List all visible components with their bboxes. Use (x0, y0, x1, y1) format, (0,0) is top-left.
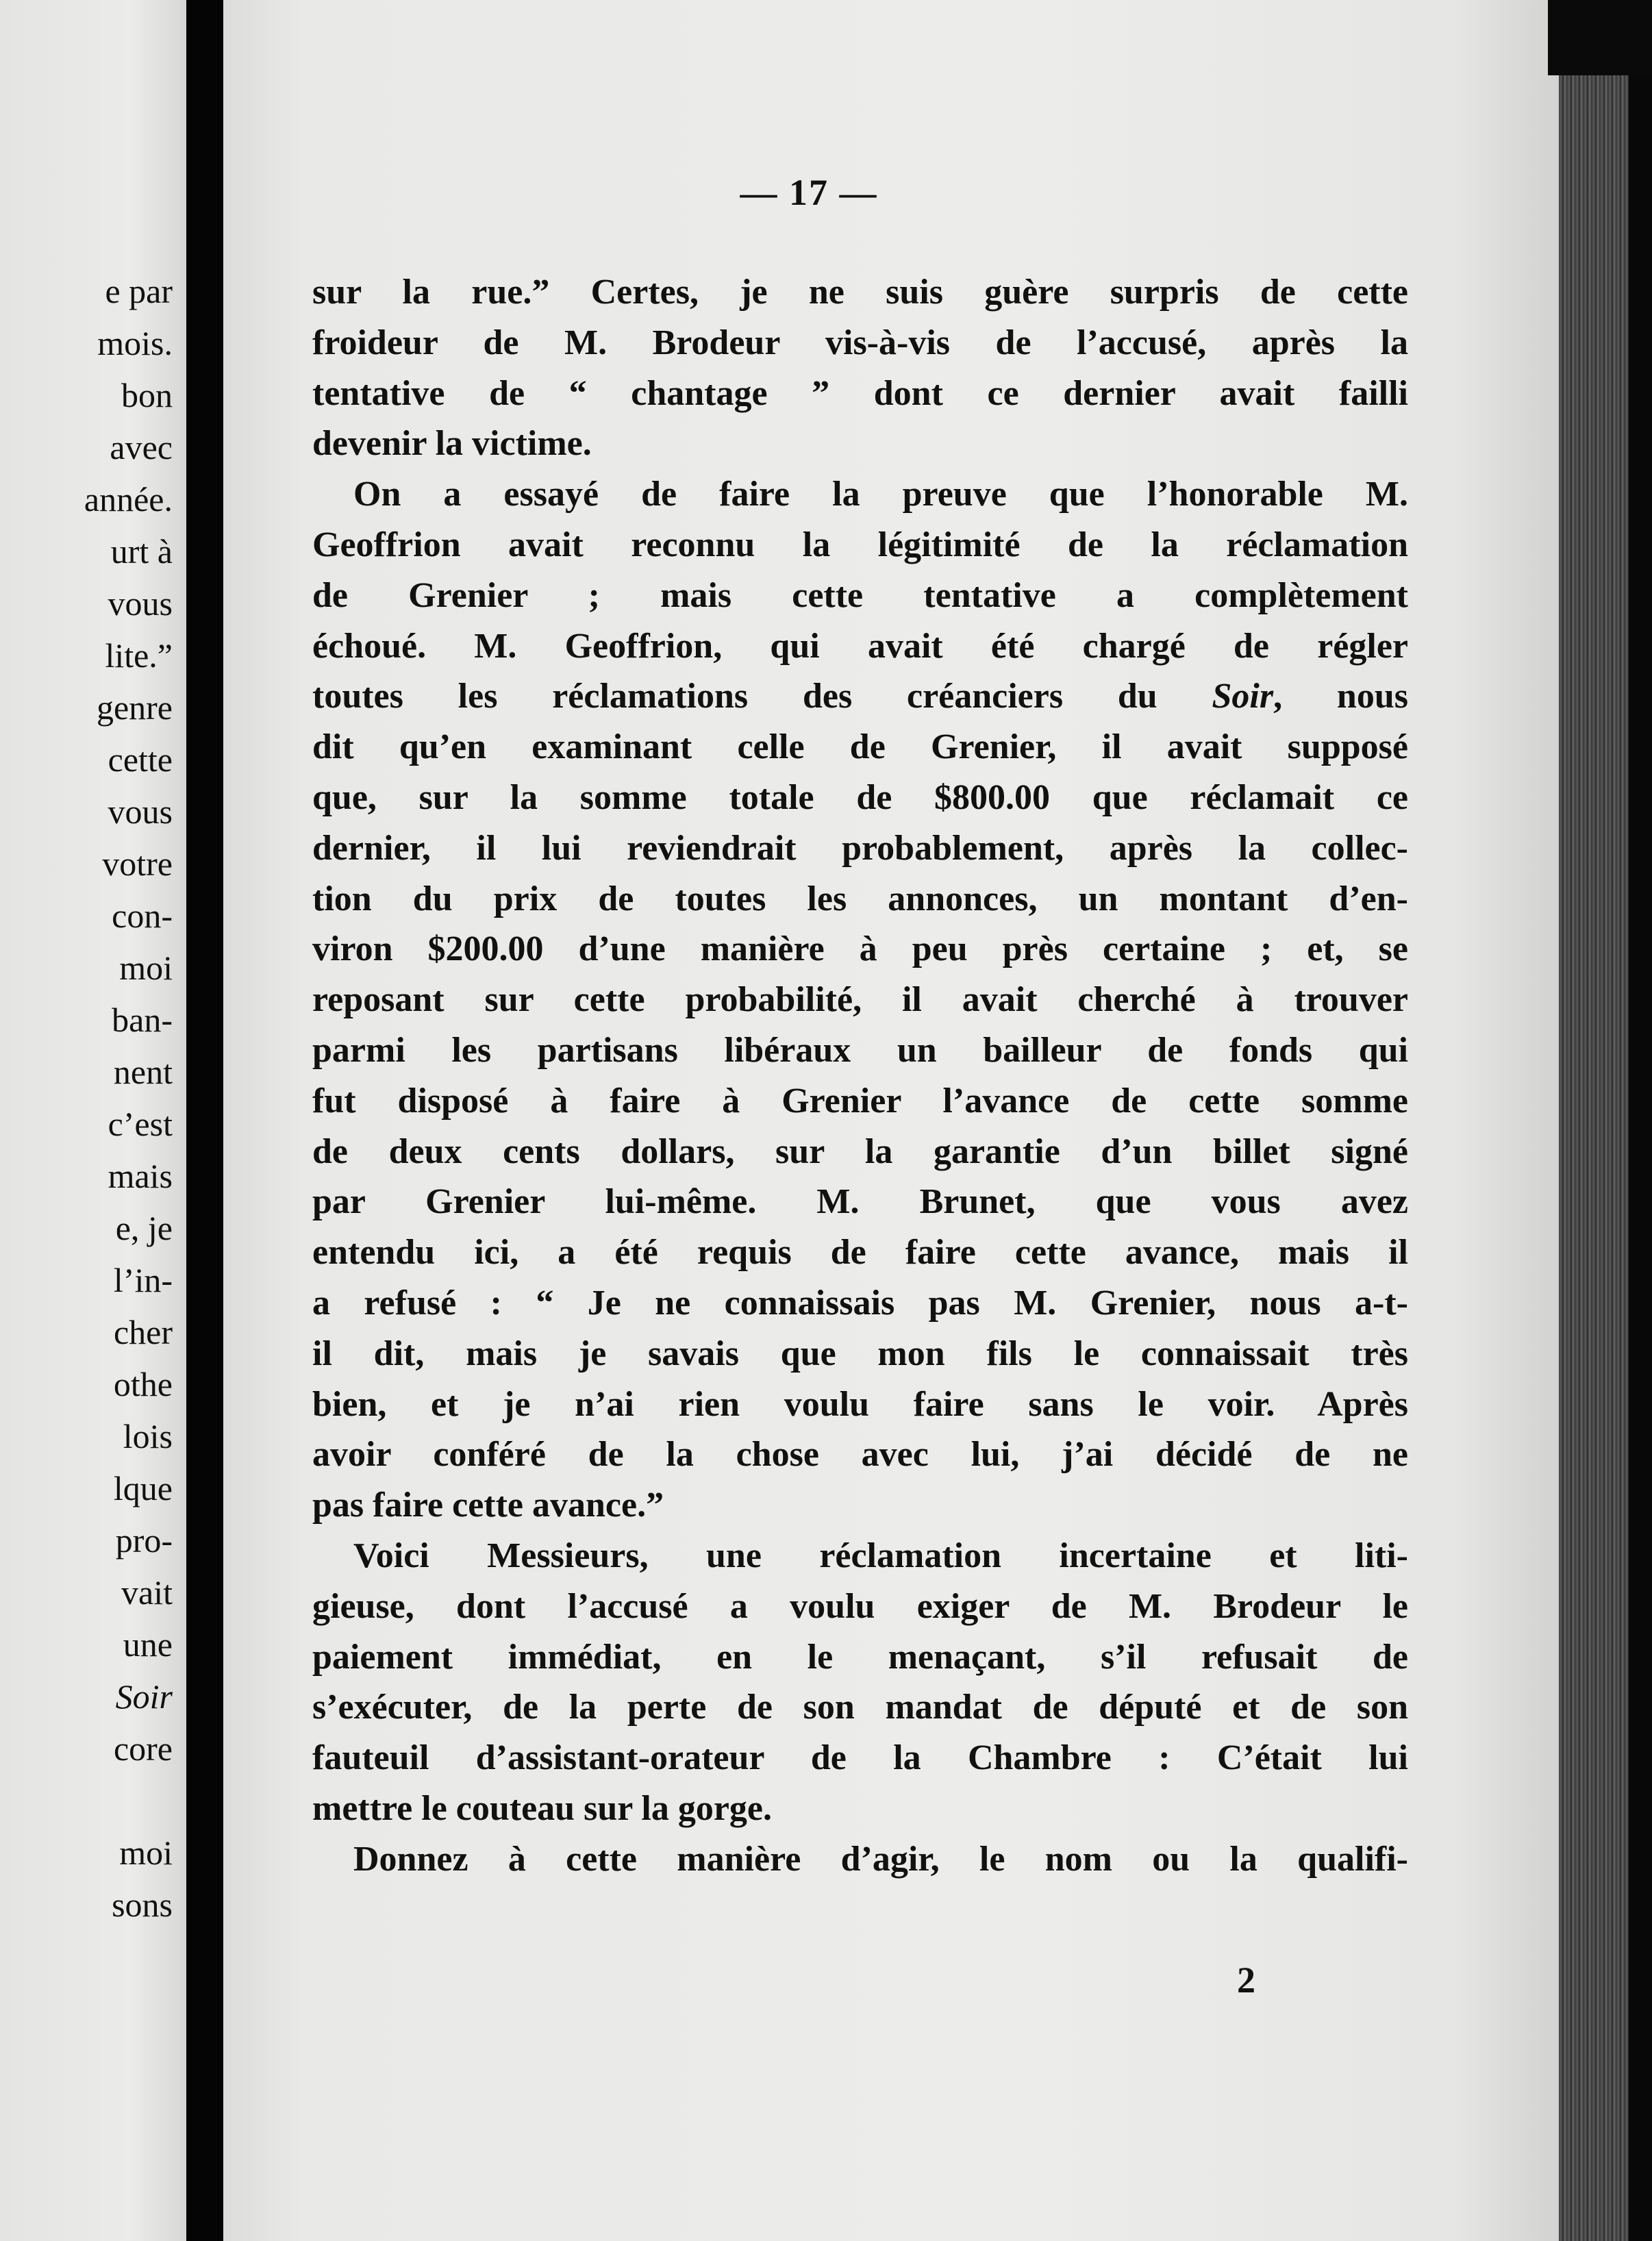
left-page-line: moi (119, 949, 173, 987)
text-line: gieuse, dont l’accusé a voulu exiger de M. Brodeur le (312, 1586, 1408, 1626)
scan-border (1548, 0, 1652, 75)
text-line: échoué. M. Geoffrion, qui avait été chargé de régler (312, 626, 1408, 666)
text-line: a refusé : “ Je ne connaissais pas M. Grenier, nous a-t- (312, 1283, 1408, 1323)
text-line: fut disposé à faire à Grenier l’avance de cette somme (312, 1081, 1408, 1120)
left-page-line: core (113, 1729, 173, 1768)
text-line: devenir la victime. (312, 424, 592, 464)
text-line: froideur de M. Brodeur vis-à-vis de l’accusé, après la (312, 323, 1408, 362)
left-page-line: con- (112, 897, 173, 935)
text-line: s’exécuter, de la perte de son mandat de député et de son (312, 1688, 1408, 1727)
left-page-line: pro- (115, 1521, 173, 1560)
text-line: Geoffrion avait reconnu la légitimité de la réclamation (312, 525, 1408, 564)
text-line: pas faire cette avance.” (312, 1486, 664, 1525)
left-page-line: othe (113, 1365, 173, 1403)
left-page-line: cher (113, 1313, 173, 1351)
text-line: On a essayé de faire la preuve que l’honorable M. (353, 475, 1408, 514)
text-line: viron $200.00 d’une manière à peu près certaine ; et, se (312, 929, 1408, 969)
text-line: par Grenier lui-même. M. Brunet, que vous avez (312, 1182, 1408, 1222)
italic-word: Soir (1212, 677, 1274, 716)
left-page-line: c’est (108, 1105, 173, 1143)
text-line: de Grenier ; mais cette tentative a complètement (312, 575, 1408, 615)
body-text (312, 267, 1408, 1885)
signature-mark: 2 (1237, 1960, 1255, 2001)
left-page-line: votre (102, 844, 173, 883)
left-page-line: e par (105, 272, 173, 310)
text-line: reposant sur cette probabilité, il avait cherché à trouver (312, 980, 1408, 1020)
text-line: entendu ici, a été requis de faire cette avance, mais il (312, 1233, 1408, 1273)
left-page-line: sons (112, 1886, 173, 1924)
text-line-part: toutes les réclamations des créanciers du (312, 677, 1212, 716)
text-line: dit qu’en examinant celle de Grenier, il avait supposé (312, 727, 1408, 767)
page-edges (1559, 0, 1652, 2241)
left-page-line: urt à (110, 532, 173, 571)
left-page-line: vous (108, 584, 173, 623)
left-page-line: année. (84, 480, 173, 518)
left-page-line: moi (119, 1833, 173, 1872)
left-page-line: avec (110, 428, 173, 466)
left-page-line: mois. (97, 324, 173, 362)
left-page-line: vait (121, 1573, 173, 1612)
text-line: dernier, il lui reviendrait probablement, après la collec- (312, 828, 1408, 868)
main-page (223, 0, 1559, 2241)
text-line: paiement immédiat, en le menaçant, s’il refusait de (312, 1637, 1408, 1677)
left-page-line: vous (108, 792, 173, 831)
text-line: sur la rue.” Certes, je ne suis guère surpris de cette (312, 273, 1408, 312)
text-line: bien, et je n’ai rien voulu faire sans le voir. Après (312, 1384, 1408, 1424)
left-page-line: genre (96, 688, 173, 727)
left-page-line: lite.” (105, 636, 173, 675)
left-page-line: lois (123, 1417, 173, 1455)
left-page-line: Soir (115, 1677, 173, 1716)
text-line: de deux cents dollars, sur la garantie d’un billet signé (312, 1131, 1408, 1171)
page-number-text: — 17 — (740, 172, 878, 213)
left-page-line: une (123, 1625, 173, 1664)
text-line-part: , nous (1273, 677, 1409, 716)
left-facing-page (0, 0, 186, 2241)
text-line: tion du prix de toutes les annonces, un montant d’en- (312, 879, 1408, 918)
left-page-line: e, je (115, 1209, 173, 1247)
text-line (312, 671, 1408, 722)
left-page-line: bon (121, 376, 173, 414)
left-page-line: l’in- (113, 1261, 173, 1299)
left-page-line: lque (113, 1469, 173, 1507)
text-line: tentative de “ chantage ” dont ce dernier avait failli (312, 373, 1408, 413)
left-page-line: ban- (112, 1001, 173, 1039)
text-line: Donnez à cette manière d’agir, le nom ou la qualifi- (353, 1839, 1408, 1879)
left-page-line: nent (113, 1053, 173, 1091)
page-number (223, 171, 1559, 214)
book-gutter (186, 0, 223, 2241)
text-line: il dit, mais je savais que mon fils le connaissait très (312, 1334, 1408, 1373)
left-page-line: cette (108, 740, 173, 779)
text-line: mettre le couteau sur la gorge. (312, 1788, 772, 1828)
text-line: avoir conféré de la chose avec lui, j’ai décidé de ne (312, 1435, 1408, 1475)
text-line: parmi les partisans libéraux un bailleur de fonds qui (312, 1030, 1408, 1070)
text-line: que, sur la somme totale de $800.00 que réclamait ce (312, 777, 1408, 817)
left-page-line: mais (108, 1157, 173, 1195)
text-line: Voici Messieurs, une réclamation incertaine et liti- (353, 1536, 1408, 1575)
text-line: fauteuil d’assistant-orateur de la Chambre : C’était lui (312, 1738, 1408, 1778)
